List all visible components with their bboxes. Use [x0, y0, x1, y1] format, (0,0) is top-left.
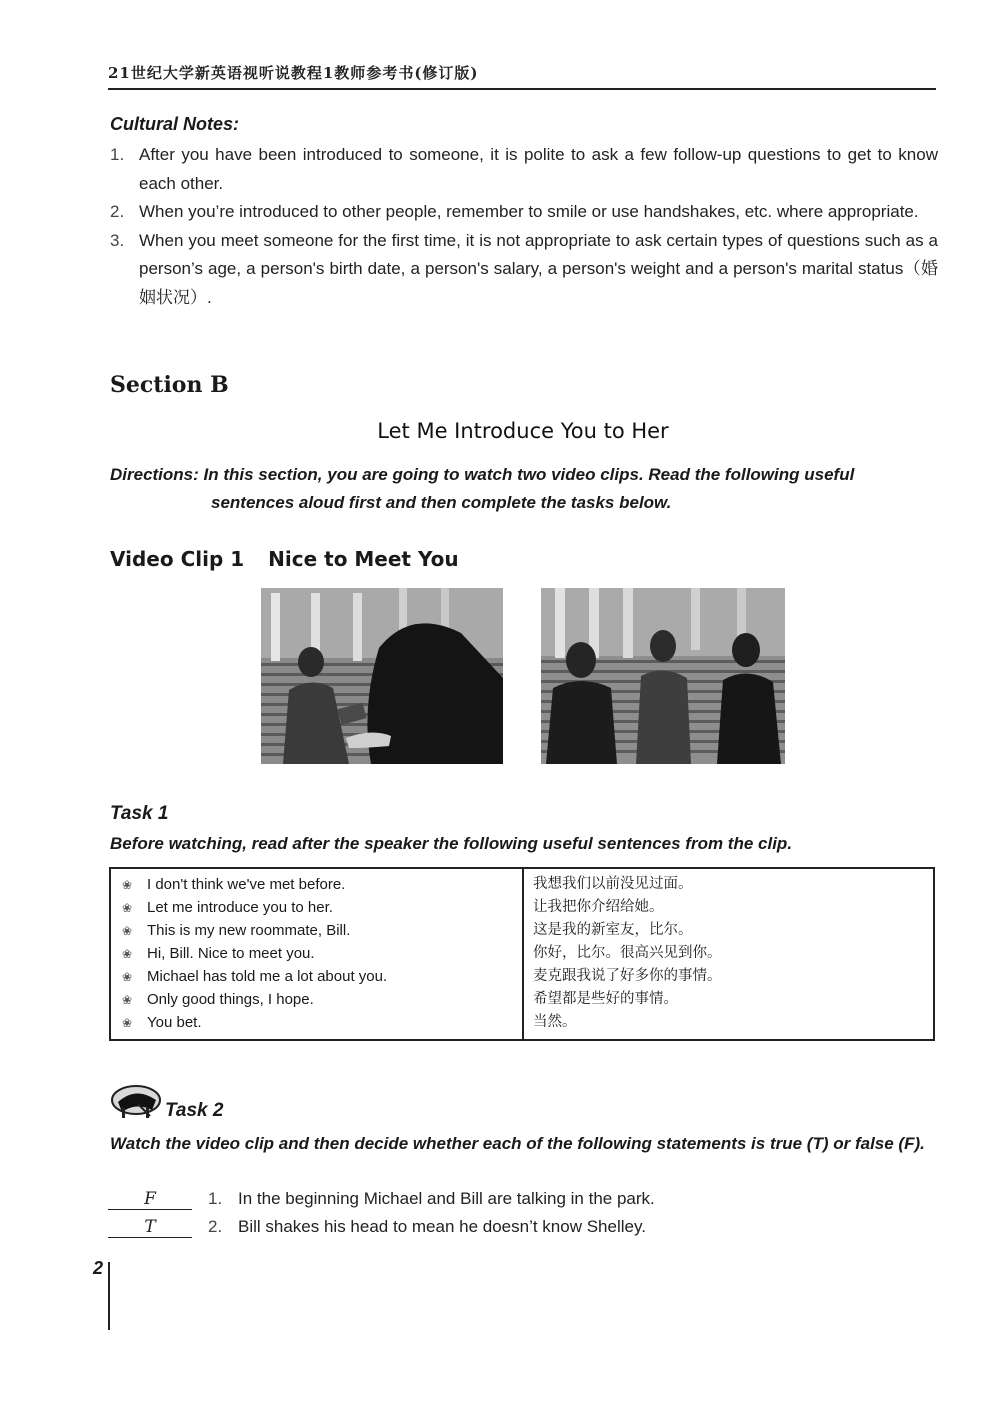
- cultural-note-3: [110, 227, 938, 313]
- sentence-zh: 麦克跟我说了好多你的事情。: [533, 968, 722, 984]
- task2-instruction: Watch the video clip and then decide whether each of the following statements is true (T) or false (F).: [110, 1134, 925, 1153]
- cultural-note-2: [110, 198, 938, 227]
- tf-statement-2: [108, 1217, 646, 1238]
- statement-number: 1.: [208, 1189, 223, 1208]
- speaker-bullet-icon: ❀: [122, 970, 133, 984]
- english-sentences-column: [111, 869, 524, 1039]
- speaker-bullet-icon: ❀: [122, 878, 133, 892]
- sentence-zh: 这是我的新室友，比尔。: [533, 922, 693, 938]
- speaker-bullet-icon: ❀: [122, 901, 133, 915]
- section-directions: [110, 461, 938, 517]
- speaker-bullet-icon: ❀: [122, 1016, 133, 1030]
- cultural-notes-title: Cultural Notes:: [110, 114, 240, 134]
- sentence-en-row: [122, 896, 333, 919]
- sentence-en-row: [122, 919, 350, 942]
- statement-text: In the beginning Michael and Bill are talking in the park.: [238, 1189, 655, 1208]
- note-number: 2.: [110, 202, 125, 221]
- task1-title: Task 1: [110, 803, 169, 824]
- speaker-bullet-icon: ❀: [122, 924, 133, 938]
- video-clip-label: Video Clip 1: [110, 547, 245, 571]
- section-label: Section B: [110, 372, 229, 398]
- note-text: When you’re introduced to other people, remember to smile or use handshakes, etc. where appropriate.: [139, 202, 919, 221]
- page-number: 2: [93, 1258, 104, 1278]
- note-text: When you meet someone for the first time, it is not appropriate to ask certain types of questions such as a person’s age, a person's birth date, a person's salary, a person's weight and a person's marital status（婚姻状况）.: [139, 230, 938, 307]
- speaker-bullet-icon: ❀: [122, 947, 133, 961]
- sentence-en: Only good things, I hope.: [147, 991, 314, 1008]
- speaker-bullet-icon: ❀: [122, 993, 133, 1007]
- tf-answer-blank[interactable]: T: [108, 1217, 192, 1238]
- note-number: 3.: [110, 230, 125, 250]
- sentence-en-row: [122, 942, 315, 965]
- directions-line-1: Directions: In this section, you are going to watch two video clips. Read the following useful: [110, 465, 855, 484]
- sentence-zh: 当然。: [533, 1014, 577, 1030]
- sentence-en: This is my new roommate, Bill.: [147, 922, 351, 939]
- video-clip-title: Nice to Meet You: [268, 547, 459, 571]
- cultural-note-1: [110, 141, 938, 198]
- tf-statement-1: [108, 1189, 655, 1210]
- sentence-en-row: [122, 988, 314, 1011]
- statement-text: Bill shakes his head to mean he doesn’t know Shelley.: [238, 1217, 646, 1236]
- sentence-en: Hi, Bill. Nice to meet you.: [147, 945, 315, 962]
- sentence-zh: 让我把你介绍给她。: [533, 899, 664, 915]
- statement-number: 2.: [208, 1217, 223, 1236]
- tf-answer-blank[interactable]: F: [108, 1189, 192, 1210]
- sentence-zh: 希望都是些好的事情。: [533, 991, 678, 1007]
- sentence-en: Michael has told me a lot about you.: [147, 968, 388, 985]
- useful-sentences-table: [109, 867, 935, 1041]
- video-still-introduction: [541, 588, 785, 764]
- piano-icon: [108, 1080, 164, 1120]
- sentence-zh: 我想我们以前没见过面。: [533, 876, 693, 892]
- section-title: Let Me Introduce You to Her: [377, 419, 669, 443]
- video-clip-heading: [110, 547, 459, 571]
- task1-instruction: Before watching, read after the speaker the following useful sentences from the clip.: [110, 834, 793, 853]
- running-head: 21世纪大学新英语视听说教程1教师参考书(修订版): [108, 64, 479, 82]
- cultural-notes-list: [110, 141, 938, 312]
- header-rule: [108, 88, 936, 90]
- sentence-en-row: [122, 873, 345, 896]
- sentence-en: Let me introduce you to her.: [147, 899, 333, 916]
- note-number: 1.: [110, 145, 125, 164]
- sentence-en: You bet.: [147, 1014, 202, 1031]
- note-text: After you have been introduced to someone, it is polite to ask a few follow-up questions to get to know each other.: [139, 145, 938, 193]
- task2-title: Task 2: [165, 1100, 224, 1121]
- sentence-zh: 你好，比尔。很高兴见到你。: [533, 945, 722, 961]
- chinese-translations-column: [524, 869, 933, 1039]
- sentence-en: I don't think we've met before.: [147, 876, 346, 893]
- video-still-handshake: [261, 588, 503, 764]
- sentence-en-row: [122, 965, 387, 988]
- sentence-en-row: [122, 1011, 202, 1034]
- page-margin-rule: [108, 1262, 110, 1330]
- directions-line-2: sentences aloud first and then complete the tasks below.: [211, 493, 672, 512]
